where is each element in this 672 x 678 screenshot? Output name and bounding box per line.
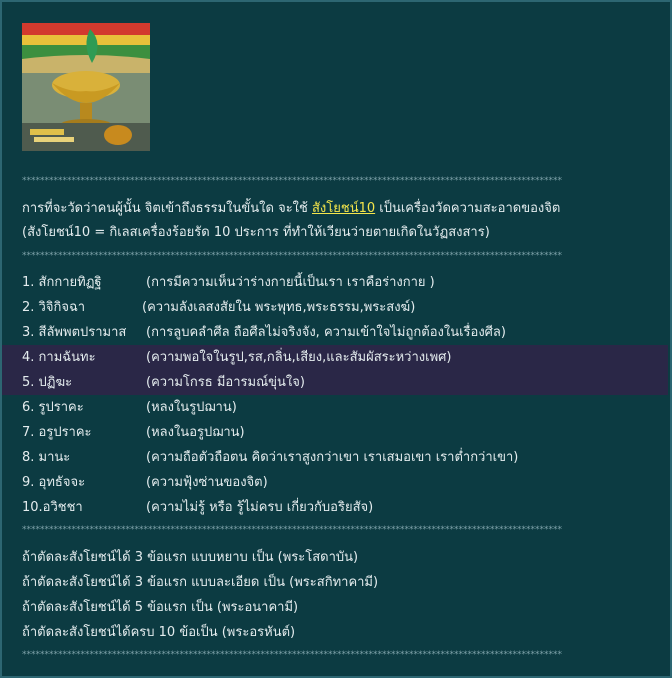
- fetter-description: (หลงในอรูปฌาน): [146, 425, 245, 440]
- fetter-row: [22, 323, 662, 343]
- fetter-term: 8. มานะ: [22, 450, 71, 465]
- fetter-description: (ความลังเลสงสัยใน พระพุทธ,พระธรรม,พระสงฆ์): [142, 300, 416, 315]
- intro-line-1: [22, 199, 560, 219]
- fetter-row: [22, 273, 662, 293]
- fetter-row: [22, 348, 662, 368]
- result-row: ถ้าตัดละสังโยชน์ได้ 5 ข้อแรก เป็น (พระอนาคามี): [22, 600, 299, 615]
- fetter-term: 9. อุทธัจจะ: [22, 475, 86, 490]
- fetter-term: 4. กามฉันทะ: [22, 350, 96, 365]
- result-row: ถ้าตัดละสังโยชน์ได้ครบ 10 ข้อเป็น (พระอรหันต์): [22, 625, 296, 640]
- fetter-term: 5. ปฏิฆะ: [22, 375, 73, 390]
- fetter-row: [22, 448, 662, 468]
- separator-top: ************************************************************************************************************************: [22, 176, 562, 186]
- fetter-row: [22, 298, 662, 318]
- fetter-description: (ความถือตัวถือตน คิดว่าเราสูงกว่าเขา เราเสมอเขา เราต่ำกว่าเขา): [146, 450, 519, 465]
- intro-text-after: เป็นเครื่องวัดความสะอาดของจิต: [379, 201, 561, 216]
- fetter-row: [22, 473, 662, 493]
- fetter-description: (ความฟุ้งซ่านของจิต): [146, 475, 268, 490]
- fetter-description: (การลูบคลำศีล ถือศีลไม่จริงจัง, ความเข้าใจไม่ถูกต้องในเรื่องศีล): [146, 325, 506, 340]
- buddha-offering-photo: [22, 23, 150, 151]
- fetter-description: (ความไม่รู้ หรือ รู้ไม่ครบ เกี่ยวกับอริยสัจ): [146, 500, 374, 515]
- fetter-row: [22, 373, 662, 393]
- fetter-row: [22, 423, 662, 443]
- result-row: ถ้าตัดละสังโยชน์ได้ 3 ข้อแรก แบบหยาบ เป็น (พระโสดาบัน): [22, 550, 359, 565]
- fetter-term: 1. สักกายทิฏฐิ: [22, 275, 102, 290]
- fetter-description: (ความพอใจในรูป,รส,กลิ่น,เสียง,และสัมผัสระหว่างเพศ): [146, 350, 452, 365]
- fetter-row: [22, 498, 662, 518]
- fetter-term: 2. วิจิกิจฉา: [22, 300, 86, 315]
- fetter-description: (ความโกรธ มีอารมณ์ขุ่นใจ): [146, 375, 305, 390]
- fetter-link[interactable]: สังโยชน์10: [312, 201, 376, 216]
- fetter-term: 7. อรูปราคะ: [22, 425, 92, 440]
- fetter-description: (หลงในรูปฌาน): [146, 400, 237, 415]
- intro-line-2: (สังโยชน์10 = กิเลสเครื่องร้อยรัด 10 ประการ ที่ทำให้เวียนว่ายตายเกิดในวัฏสงสาร): [22, 225, 490, 240]
- result-row: ถ้าตัดละสังโยชน์ได้ 3 ข้อแรก แบบละเอียด เป็น (พระสกิทาคามี): [22, 575, 379, 590]
- fetter-term: 3. สีลัพพตปรามาส: [22, 325, 127, 340]
- fetter-term: 6. รูปราคะ: [22, 400, 84, 415]
- separator-bottom: ************************************************************************************************************************: [22, 650, 562, 660]
- fetter-term: 10.อวิชชา: [22, 500, 83, 515]
- separator-2: ************************************************************************************************************************: [22, 251, 562, 261]
- fetter-description: (การมีความเห็นว่าร่างกายนี้เป็นเรา เราคือร่างกาย ): [146, 275, 435, 290]
- separator-3: ************************************************************************************************************************: [22, 525, 562, 535]
- fetter-row: [22, 398, 662, 418]
- intro-text-before: การที่จะวัดว่าคนผู้นั้น จิตเข้าถึงธรรมในขั้นใด จะใช้: [22, 201, 308, 216]
